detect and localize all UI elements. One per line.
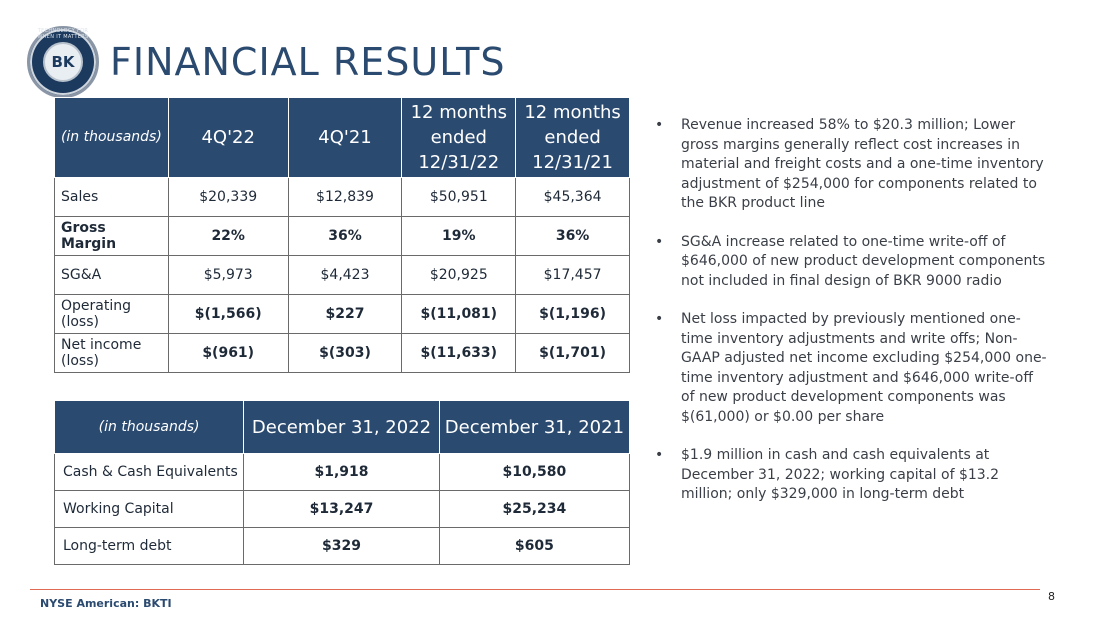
table-cell: $20,339 <box>168 178 288 217</box>
table-cell: $5,973 <box>168 256 288 295</box>
table-cell: 19% <box>402 217 516 256</box>
table-cell: $605 <box>439 528 629 565</box>
row-label: Cash & Cash Equivalents <box>55 454 244 491</box>
table-cell: $(1,196) <box>516 295 630 334</box>
table-header-cell: December 31, 2022 <box>244 401 440 454</box>
row-label: Sales <box>55 178 169 217</box>
table-row <box>55 178 630 217</box>
table-cell: $(11,633) <box>402 334 516 373</box>
table-header-units: (in thousands) <box>55 98 169 178</box>
table-cell: $17,457 <box>516 256 630 295</box>
row-label: Long-term debt <box>55 528 244 565</box>
table-cell: $10,580 <box>439 454 629 491</box>
table-row <box>55 334 630 373</box>
bullet-item: • $1.9 million in cash and cash equivalents at December 31, 2022; working capital of $13.2 million; only $329,000 in long-term debt <box>655 446 1050 505</box>
page-title: FINANCIAL RESULTS <box>110 40 506 84</box>
table-cell: 36% <box>516 217 630 256</box>
footer-divider <box>30 589 1040 590</box>
table-header-cell: 4Q'22 <box>168 98 288 178</box>
table-cell: $(303) <box>288 334 402 373</box>
table-row <box>55 491 630 528</box>
company-logo <box>27 26 99 98</box>
quarterly-results-table <box>54 97 630 373</box>
row-label: Operating (loss) <box>55 295 169 334</box>
table-row <box>55 295 630 334</box>
table-header-cell: 12 months ended 12/31/21 <box>516 98 630 178</box>
table-cell: $1,918 <box>244 454 440 491</box>
table-row <box>55 217 630 256</box>
table-header-cell: December 31, 2021 <box>439 401 629 454</box>
table-cell: $(1,701) <box>516 334 630 373</box>
table-cell: 22% <box>168 217 288 256</box>
table-row <box>55 528 630 565</box>
table-cell: $50,951 <box>402 178 516 217</box>
table-cell: $(961) <box>168 334 288 373</box>
row-label: Net income (loss) <box>55 334 169 373</box>
table-row <box>55 454 630 491</box>
table-row <box>55 256 630 295</box>
bullet-item: • Revenue increased 58% to $20.3 million; Lower gross margins generally reflect cost increases in material and freight costs and a one-time inventory adjustment of $254,000 for components related to the BKR product line <box>655 116 1050 214</box>
footer-ticker: NYSE American: BKTI <box>40 597 172 610</box>
table-header-cell: 4Q'21 <box>288 98 402 178</box>
table-header-cell: 12 months ended 12/31/22 <box>402 98 516 178</box>
table-header-row <box>55 98 630 178</box>
balance-sheet-table <box>54 400 630 565</box>
row-label: SG&A <box>55 256 169 295</box>
page-number: 8 <box>1048 590 1055 603</box>
table-cell: $4,423 <box>288 256 402 295</box>
table-header-units: (in thousands) <box>55 401 244 454</box>
table-cell: $13,247 <box>244 491 440 528</box>
table-cell: $329 <box>244 528 440 565</box>
table-cell: $12,839 <box>288 178 402 217</box>
row-label: Gross Margin <box>55 217 169 256</box>
table-cell: $(11,081) <box>402 295 516 334</box>
summary-bullets <box>655 116 1050 524</box>
table-cell: $227 <box>288 295 402 334</box>
logo-ring-text: TECHNOLOGY FOR WHEN IT MATTERS <box>37 28 89 40</box>
table-header-row <box>55 401 630 454</box>
table-cell: 36% <box>288 217 402 256</box>
bullet-item: • SG&A increase related to one-time write-off of $646,000 of new product development components not included in final design of BKR 9000 radio <box>655 233 1050 292</box>
bullet-item: • Net loss impacted by previously mentioned one-time inventory adjustments and write offs; Non-GAAP adjusted net income excluding $254,000 one-time inventory adjustment and $646,000 write-off of new product development components was $(61,000) or $0.00 per share <box>655 310 1050 427</box>
table-cell: $45,364 <box>516 178 630 217</box>
table-cell: $(1,566) <box>168 295 288 334</box>
logo-initials: BK <box>43 42 83 82</box>
table-cell: $20,925 <box>402 256 516 295</box>
row-label: Working Capital <box>55 491 244 528</box>
table-cell: $25,234 <box>439 491 629 528</box>
